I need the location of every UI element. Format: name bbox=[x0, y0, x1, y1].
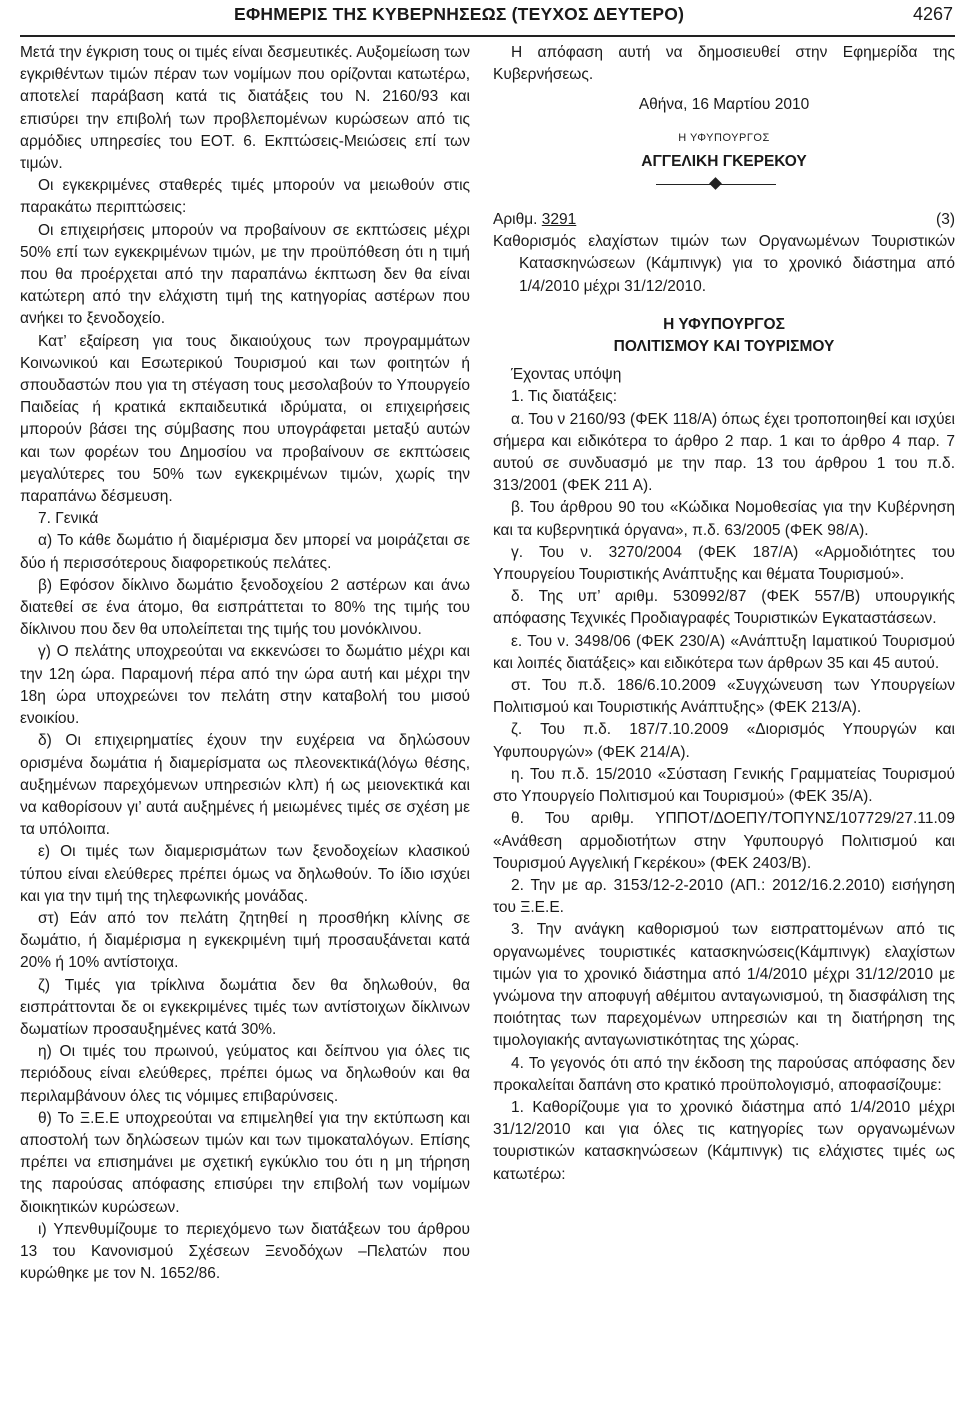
list-item: 1. Τις διατάξεις: bbox=[511, 388, 618, 406]
paragraph: β) Εφόσον δίκλινο δωμάτιο ξενοδοχείου 2 αστέρων και άνω διατεθεί σε ένα άτομο, θα εισπράττεται το 80% της τιμής του δίκλινου που δεν θα υπολείπεται της τιμής του μονόκλινου. bbox=[20, 576, 470, 639]
list-item: α. Του ν 2160/93 (ΦΕΚ 118/Α) όπως έχει τροποποιηθεί και ισχύει σήμερα και ειδικότερα το άρθρο 2 παρ. 1 και το άρθρο 4 παρ. 7 αυτού σε συνδυασμό με την παρ. 13 του άρθρου 1 του π.δ. 313/2001 (ΦΕΚ 211 Α). bbox=[493, 410, 955, 495]
decision-heading bbox=[493, 209, 955, 231]
authority-line-1: Η ΥΦΥΠΟΥΡΓΟΣ bbox=[663, 315, 785, 333]
list-item: γ. Του ν. 3270/2004 (ΦΕΚ 187/Α) «Αρμοδιότητες του Υπουργείου Τουριστικής Ανάπτυξης και θέματα Τουρισμού». bbox=[493, 543, 955, 584]
diamond-ornament bbox=[709, 177, 722, 190]
paragraph: α) Το κάθε δωμάτιο ή διαμέρισμα δεν μπορεί να μοιράζεται σε δύο ή περισσότερους διαφορετικούς πελάτες. bbox=[20, 532, 470, 572]
decision-index: (3) bbox=[936, 211, 955, 229]
list-item: β. Του άρθρου 90 του «Κώδικα Νομοθεσίας για την Κυβέρνηση και τα κυβερνητικά όργανα», π.δ. 63/2005 (ΦΕΚ 98/Α). bbox=[493, 499, 955, 539]
section-divider bbox=[493, 173, 955, 197]
page-number: 4267 bbox=[912, 4, 953, 24]
list-item: 3. Την ανάγκη καθορισμού των εισπραττομένων από τις οργανωμένες τουριστικές κατασκηνώσεις(Κάμπινγκ) ελαχίστων τιμών για το χρονικό διάστημα από 1/4/2010 μέχρι 31/12/2010 με γνώμονα την αποφυγή αθέμιτου ανταγωνισμού, τη διασφάλιση της ποιότητας των παρεχομένων υπηρεσιών και τη διατήρηση της τιμολογιακής ανταγωνιστικότητας της χώρας. bbox=[493, 921, 955, 1050]
list-item: 2. Την με αρ. 3153/12-2-2010 (ΑΠ.: 2012/16.2.2010) εισήγηση του Ξ.Ε.Ε. bbox=[493, 876, 955, 917]
list-item: 1. Καθορίζουμε για το χρονικό διάστημα από 1/4/2010 μέχρι 31/12/2010 και για όλες τις κατηγορίες των οργανωμένων τουριστικών κατασκηνώσεων (Κάμπινγκ) τις ελάχιστες τιμές ως κατωτέρω: bbox=[493, 1098, 955, 1183]
decision-subject: Καθορισμός ελαχίστων τιμών των Οργανωμένων Τουριστικών Κατασκηνώσεων (Κάμπινγκ) για το χρονικό διάστημα από 1/4/2010 μέχρι 31/12/2010. bbox=[493, 233, 955, 295]
paragraph: ι) Υπενθυμίζουμε το περιεχόμενο των διατάξεων του άρθρου 13 του Κανονισμού Σχέσεων Ξενοδόχων –Πελατών που κυρώθηκε με τον Ν. 1652/86. bbox=[20, 1220, 470, 1283]
signatory-name: ΑΓΓΕΛΙΚΗ ΓΚΕΡΕΚΟΥ bbox=[641, 152, 807, 170]
paragraph: στ) Εάν από τον πελάτη ζητηθεί η προσθήκη κλίνης σε δωμάτιο, ή διαμέρισμα η εγκεκριμένη τιμή προσαυξάνεται κατά 20% ή 10% αντίστοιχα. bbox=[20, 909, 470, 972]
paragraph: θ) Το Ξ.Ε.Ε υποχρεούται να επιμεληθεί για την εκτύπωση και αποστολή των δηλώσεων τιμών και των τιμοκαταλόγων. Επίσης πρέπει να επισημάνει με σχετική εγκύκλιο του ότι η μη τήρηση της παρούσας απόφασης επισύρει την επιβολή των νομίμων διοικητικών κυρώσεων. bbox=[20, 1109, 470, 1216]
place-date: Αθήνα, 16 Μαρτίου 2010 bbox=[638, 96, 810, 114]
right-column bbox=[493, 42, 955, 1186]
signatory-title: Η ΥΦΥΠΟΥΡΓΟΣ bbox=[678, 131, 770, 144]
list-item: δ. Της υπ’ αριθμ. 530992/87 (ΦΕΚ 557/Β) υπουργικής απόφασης Τεχνικές Προδιαγραφές Τουριστικών Εγκαταστάσεων. bbox=[493, 588, 955, 628]
decision-number-value: 3291 bbox=[541, 211, 577, 229]
list-item: στ. Του π.δ. 186/6.10.2009 «Συγχώνευση των Υπουργείων Πολιτισμού και Τουριστικής Ανάπτυξης» (ΦΕΚ 213/Α). bbox=[493, 677, 955, 717]
paragraph: Οι εγκεκριμένες σταθερές τιμές μπορούν να μειωθούν στις παρακάτω περιπτώσεις: bbox=[20, 177, 470, 217]
section-heading: 7. Γενικά bbox=[38, 510, 99, 528]
paragraph: Η απόφαση αυτή να δημοσιευθεί στην Εφημερίδα της Κυβερνήσεως. bbox=[493, 44, 955, 84]
list-item: ε. Του ν. 3498/06 (ΦΕΚ 230/Α) «Ανάπτυξη Ιαματικού Τουρισμού και λοιπές διατάξεις» και ειδικότερα των άρθρων 35 και 45 αυτού. bbox=[493, 632, 955, 672]
having-regard: Έχοντας υπόψη bbox=[511, 366, 622, 384]
paragraph: η) Οι τιμές του πρωινού, γεύματος και δείπνου για όλες τις περιόδους είναι ελεύθερες, πρέπει όμως να δηλωθούν και θα περιλαμβάνουν όλες τις νόμιμες επιβαρύνσεις. bbox=[20, 1043, 470, 1105]
list-item: 4. Το γεγονός ότι από την έκδοση της παρούσας απόφασης δεν προκαλείται δαπάνη στο κρατικό προϋπολογισμό, αποφασίζουμε: bbox=[493, 1054, 955, 1094]
paragraph: δ) Οι επιχειρηματίες έχουν την ευχέρεια να δηλώσουν ορισμένα δωμάτια ή διαμερίσματα ως πλεονεκτικά(λόγω θέσης, αυξημένων παρεχόμενων υπηρεσιών κλπ) ή ως μειονεκτικά και να καθορίσουν γι’ αυτά αυξημένες ή μειωμένες τιμές σε σχέση με τα υπόλοιπα. bbox=[20, 732, 470, 839]
left-column bbox=[20, 42, 470, 1285]
paragraph: γ) Ο πελάτης υποχρεούται να εκκενώσει το δωμάτιο μέχρι και την 12η ώρα. Παραμονή πέρα από την ώρα αυτή και μέχρι την 18η ώρα υποχρεώνει τον πελάτη στην καταβολή του μισού ενοικίου. bbox=[20, 643, 470, 728]
decision-number bbox=[493, 209, 576, 231]
paragraph: Οι επιχειρήσεις μπορούν να προβαίνουν σε εκπτώσεις μέχρι 50% επί των εγκεκριμένων τιμών, με την προϋπόθεση ότι η τιμή που θα προέρχεται από την παραπάνω έκπτωση δεν θα είναι κατώτερη από την ελάχιστη τιμή της κατηγορίας αστέρων που ανήκει το ξενοδοχείο. bbox=[20, 221, 470, 328]
gazette-title: ΕΦΗΜΕΡΙΣ ΤΗΣ ΚΥΒΕΡΝΗΣΕΩΣ (ΤΕΥΧΟΣ ΔΕΥΤΕΡΟ) bbox=[234, 4, 685, 24]
paragraph: Κατ’ εξαίρεση για τους δικαιούχους των προγραμμάτων Κοινωνικού και Εσωτερικού Τουρισμού και των φοιτητών ή σπουδαστών που για τη στέγαση τους μεσολαβούν το Υπουργείο Παιδείας ή κρατικά εκπαιδευτικά ιδρύματα, οι επιχειρήσεις μπορούν βάσει της σύμβασης που υπογράφεται μεταξύ αυτών και των φορέων του Δημοσίου να προβαίνουν σε εκπτώσεις μεγαλύτερες του 50% των εγκεκριμένων τιμών, χωρίς την παραπάνω δέσμευση. bbox=[20, 332, 470, 506]
paragraph: ε) Οι τιμές των διαμερισμάτων των ξενοδοχείων κλασικού τύπου είναι ελεύθερες πρέπει όμως να δηλωθούν. Το ίδιο ισχύει και για την τιμή της τηλεφωνικής μονάδας. bbox=[20, 843, 470, 905]
page-header bbox=[20, 0, 955, 37]
decision-number-label: Αριθμ. bbox=[493, 211, 538, 229]
paragraph: ζ) Τιμές για τρίκλινα δωμάτια δεν θα δηλωθούν, θα εισπράττονται δε οι εγκεκριμένες τιμές των αντίστοιχων δίκλινων δωματίων προσαυξημένες κατά 30%. bbox=[20, 976, 470, 1038]
list-item: θ. Του αριθμ. ΥΠΠΟΤ/ΔΟΕΠΥ/ΤΟΠΥΝΣ/107729/27.11.09 «Ανάθεση αρμοδιοτήτων στην Υφυπουργό Πολιτισμού και Τουρισμού Αγγελική Γκερέκου» (ΦΕΚ 2403/Β). bbox=[493, 810, 955, 872]
list-item: η. Του π.δ. 15/2010 «Σύσταση Γενικής Γραμματείας Τουρισμού στο Υπουργείο Πολιτισμού και Τουρισμού» (ΦΕΚ 35/Α). bbox=[493, 765, 955, 806]
paragraph: Μετά την έγκριση τους οι τιμές είναι δεσμευτικές. Αυξομείωση των εγκριθέντων τιμών πέραν των νομίμων που ορίζονται κατωτέρω, αποτελεί παράβαση κατά τις διατάξεις του Ν. 2160/93 και επισύρει την επιβολή των προβλεπομένων κυρώσεων από τις αρμόδιες υπηρεσίες του ΕΟΤ. 6. Εκπτώσεις-Μειώσεις επί των τιμών. bbox=[20, 44, 470, 173]
list-item: ζ. Του π.δ. 187/7.10.2009 «Διορισμός Υπουργών και Υφυπουργών» (ΦΕΚ 214/Α). bbox=[493, 721, 955, 761]
authority-line-2: ΠΟΛΙΤΙΣΜΟΥ ΚΑΙ ΤΟΥΡΙΣΜΟΥ bbox=[613, 338, 835, 356]
